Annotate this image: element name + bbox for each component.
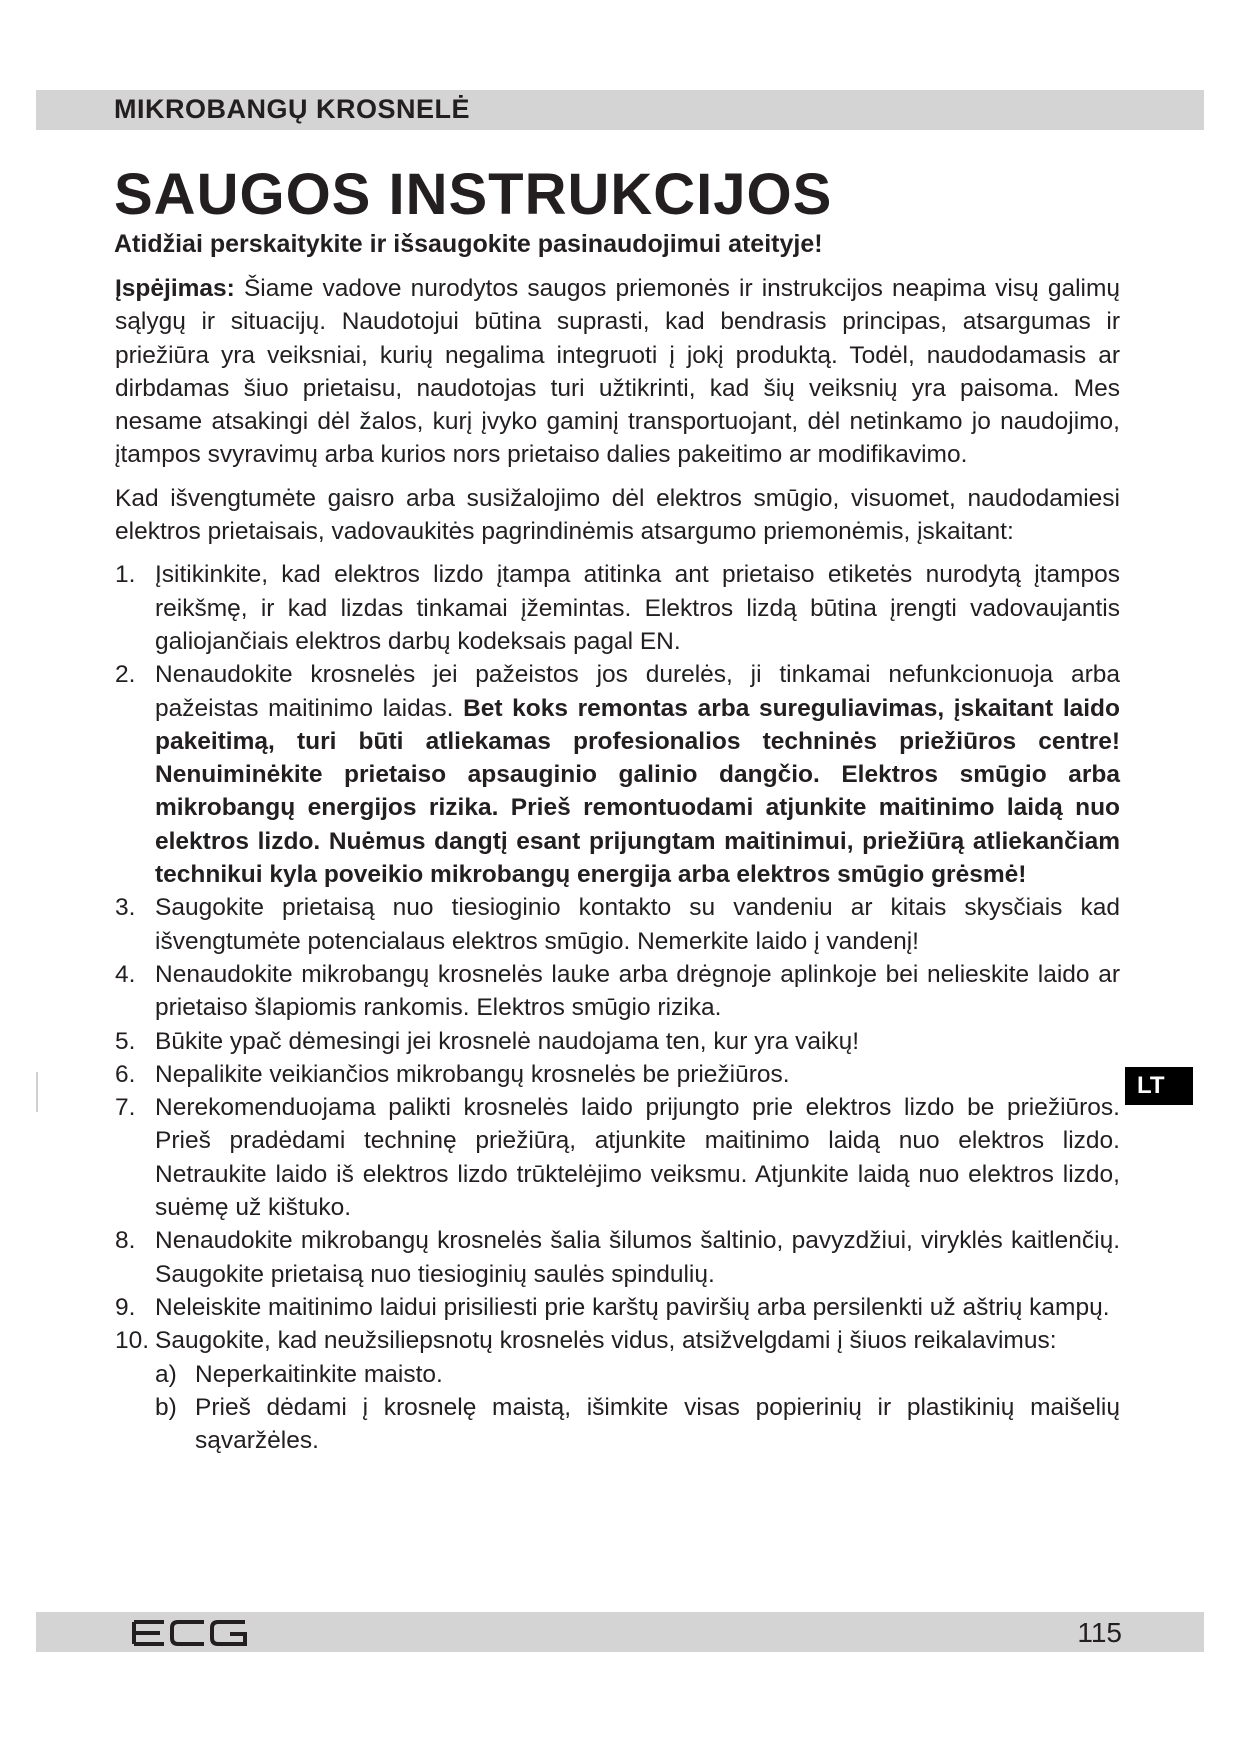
margin-mark (36, 1072, 38, 1112)
ecg-logo (132, 1620, 248, 1646)
header-title: MIKROBANGŲ KROSNELĖ (114, 94, 471, 124)
list-item: 10. Saugokite, kad neužsiliepsnotų krosnelės vidus, atsižvelgdami į šiuos reikalavimus: a) Neperkaitinkite maisto. b) Prieš dėdami į krosnelę maistą, išimkite visas popierinių ir plastikinių maišelių sąvaržėles. (115, 1324, 1120, 1457)
list-item: 1. Įsitikinkite, kad elektros lizdo įtampa atitinka ant prietaiso etiketės nurodytą įtampos reikšmę, ir kad lizdas tinkamai įžemintas. Elektros lizdą būtina įrengti vadovaujantis galiojančiais elektros darbų kodeksais pagal EN. (115, 561, 1120, 655)
language-tab: LT (1125, 1067, 1193, 1105)
list-item: 9. Neleiskite maitinimo laidui prisiliesti prie karštų paviršių arba persilenkti už aštrių kampų. (115, 1293, 1110, 1321)
header-bar (36, 90, 1204, 130)
list-item: 4. Nenaudokite mikrobangų krosnelės lauke arba drėgnoje aplinkoje bei nelieskite laido ar prietaiso šlapiomis rankomis. Elektros smūgio rizika. (115, 960, 1120, 1022)
intro-paragraph: Kad išvengtumėte gaisro arba susižalojimo dėl elektros smūgio, visuomet, naudodamiesi elektros prietaisais, vadovaukitės pagrindinėmis atsargumo priemonėmis, įskaitant: (115, 484, 1120, 546)
footer-bar (36, 1612, 1204, 1652)
list-item: 3. Saugokite prietaisą nuo tiesioginio kontakto su vandeniu ar kitais skysčiais kad išvengtumėte potencialaus elektros smūgio. Nemerkite laido į vandenį! (115, 894, 1120, 955)
sub-list-item: a) Neperkaitinkite maisto. (155, 1360, 443, 1388)
sub-list (155, 1358, 1120, 1458)
list-item: 7. Nerekomenduojama palikti krosnelės laido prijungto prie elektros lizdo be priežiūros. Prieš pradėdami techninę priežiūrą, atjunkite maitinimo laidą nuo elektros lizdo. Netraukite laido iš elektros lizdo trūktelėjimo veiksmu. Atjunkite laidą nuo elektros lizdo, suėmę už kištuko. (115, 1094, 1120, 1222)
list-item: 5. Būkite ypač dėmesingi jei krosnelė naudojama ten, kur yra vaikų! (115, 1027, 860, 1055)
sub-list-item: b) Prieš dėdami į krosnelę maistą, išimkite visas popierinių ir plastikinių maišelių sąvaržėles. (155, 1393, 1120, 1455)
warning-label: Įspėjimas: (115, 275, 235, 302)
list-item: 6. Nepalikite veikiančios mikrobangų krosnelės be priežiūros. (115, 1060, 790, 1088)
warning-text: Šiame vadove nurodytos saugos priemonės ir instrukcijos neapima visų galimų sąlygų ir situacijų. Naudotojui būtina suprasti, kad bendrasis principas, atsargumas ir priežiūra yra veiksniai, kurių negalima integruoti į jokį produktą. Todėl, naudodamasis ar dirbdamas šiuo prietaisu, naudotojas turi užtikrinti, kad šių veiksnių yra paisoma. Mes nesame atsakingi dėl žalos, kurį įvyko gaminį transportuojant, dėl netinkamo jo naudojimo, įtampos svyravimų arba kurios nors prietaiso dalies pakeitimo ar modifikavimo. (115, 275, 1120, 469)
list-item: 2. Nenaudokite krosnelės jei pažeistos jos durelės, ji tinkamai nefunkcionuoja arba pažeistas maitinimo laidas. Bet koks remontas arba sureguliavimas, įskaitant laido pakeitimą, turi būti atliekamas profesionalios techninės priežiūros centre! Nenuiminėkite prietaiso apsauginio galinio dangčio. Elektros smūgio arba mikrobangų energijos rizika. Prieš remontuodami atjunkite maitinimo laidą nuo elektros lizdo. Nuėmus dangtį esant prijungtam maitinimui, priežiūrą atliekančiam technikui kyla poveikio mikrobangų energija arba elektros smūgio grėsmė! (115, 661, 1120, 889)
warning-paragraph (115, 272, 1120, 472)
bold-warning: Bet koks remontas arba sureguliavimas, įskaitant laido pakeitimą, turi būti atliekamas profesionalios techninės priežiūros centre! Nenuiminėkite prietaiso apsauginio galinio dangčio. Elektros smūgio arba mikrobangų energijos rizika. Prieš remontuodami atjunkite maitinimo laidą nuo elektros lizdo. Nuėmus dangtį esant prijungtam maitinimui, priežiūrą atliekančiam technikui kyla poveikio mikrobangų energija arba elektros smūgio grėsmė! (155, 694, 1120, 889)
document-body (115, 272, 1120, 1457)
page-number: 115 (1077, 1617, 1122, 1648)
page-title: SAUGOS INSTRUKCIJOS (114, 162, 833, 227)
list-item: 8. Nenaudokite mikrobangų krosnelės šalia šilumos šaltinio, pavyzdžiui, viryklės kaitlenčių. Saugokite prietaisą nuo tiesioginių saulės spindulių. (115, 1227, 1120, 1288)
page-subtitle: Atidžiai perskaitykite ir išsaugokite pasinaudojimui ateityje! (114, 230, 823, 258)
safety-list (115, 558, 1120, 1457)
